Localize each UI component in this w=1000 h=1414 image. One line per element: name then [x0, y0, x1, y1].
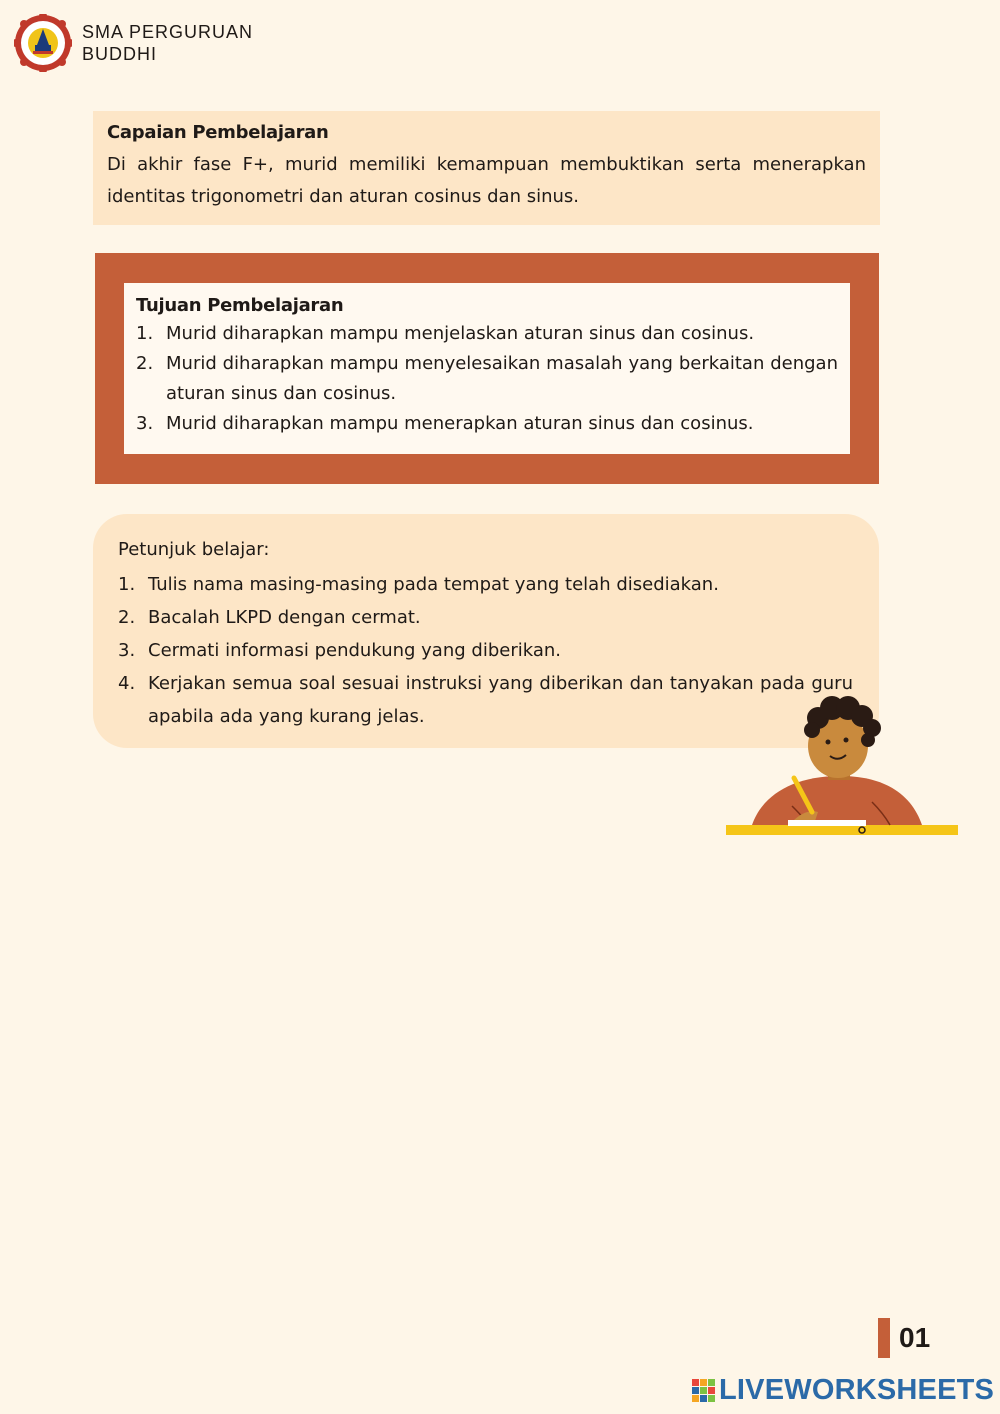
list-item-number: 3. [136, 413, 154, 434]
tujuan-list [136, 319, 838, 439]
list-item-number: 2. [118, 607, 136, 628]
list-item [118, 601, 853, 634]
tujuan-title: Tujuan Pembelajaran [136, 295, 344, 316]
capaian-text: Di akhir fase F+, murid memiliki kemampuan membuktikan serta menerapkan identitas trigonometri dan aturan cosinus dan sinus. [107, 154, 866, 207]
tujuan-pembelajaran-frame [95, 253, 879, 484]
list-item-text: Murid diharapkan mampu menyelesaikan masalah yang berkaitan dengan aturan sinus dan cosinus. [166, 353, 838, 404]
petunjuk-title: Petunjuk belajar: [118, 539, 270, 560]
school-emblem-icon [14, 14, 72, 72]
list-item-number: 2. [136, 353, 154, 374]
list-item [118, 634, 853, 667]
list-item-text: Bacalah LKPD dengan cermat. [148, 607, 421, 628]
school-name-line2: BUDDHI [82, 44, 158, 64]
list-item [136, 409, 838, 439]
list-item [136, 349, 838, 409]
page-number [878, 1318, 930, 1358]
capaian-title: Capaian Pembelajaran [107, 122, 329, 143]
list-item-text: Kerjakan semua soal sesuai instruksi yang diberikan dan tanyakan pada guru apabila ada yang kurang jelas. [148, 673, 853, 727]
capaian-pembelajaran-box [93, 111, 880, 225]
list-item [118, 568, 853, 601]
school-name [82, 21, 253, 65]
list-item [136, 319, 838, 349]
page-header [14, 14, 253, 72]
paper-shape [788, 820, 866, 826]
list-item-text: Tulis nama masing-masing pada tempat yang telah disediakan. [148, 574, 719, 595]
page-number-text: 01 [899, 1322, 931, 1353]
list-item-number: 3. [118, 640, 136, 661]
tujuan-pembelajaran-box [124, 283, 850, 454]
liveworksheets-brand: LIVEWORKSHEETS [719, 1374, 995, 1406]
student-writing-illustration [722, 694, 962, 842]
list-item-text: Murid diharapkan mampu menjelaskan aturan sinus dan cosinus. [166, 323, 755, 344]
liveworksheets-logo-icon [692, 1379, 716, 1403]
list-item-number: 1. [118, 574, 136, 595]
list-item-number: 1. [136, 323, 154, 344]
liveworksheets-footer[interactable] [692, 1374, 994, 1407]
desk-shape [726, 825, 958, 835]
list-item-number: 4. [118, 673, 136, 694]
school-name-line1: SMA PERGURUAN [82, 22, 254, 42]
page-number-bar [878, 1318, 890, 1358]
list-item-text: Cermati informasi pendukung yang diberikan. [148, 640, 561, 661]
student-body [752, 776, 922, 825]
list-item-text: Murid diharapkan mampu menerapkan aturan sinus dan cosinus. [166, 413, 754, 434]
